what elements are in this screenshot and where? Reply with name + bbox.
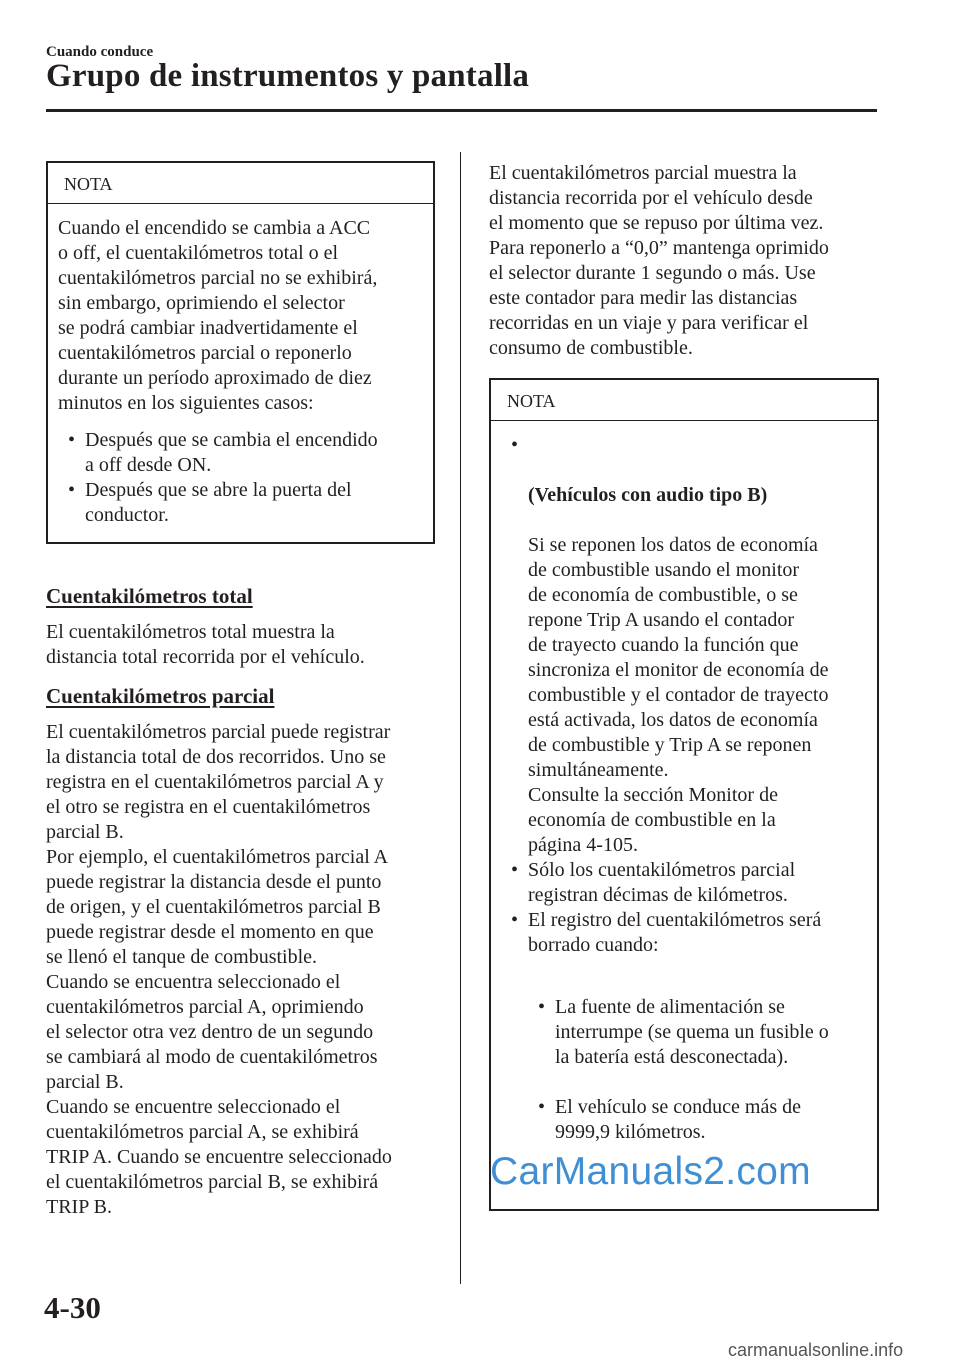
- bullet-icon: •: [68, 429, 76, 451]
- note-bullet-item: • Después que se abre la puerta del conductor.: [68, 479, 352, 526]
- note-item-title: (Vehículos con audio tipo B): [528, 484, 768, 506]
- note-heading: NOTA: [48, 163, 433, 204]
- odometer-text: El cuentakilómetros total muestra la distancia total recorrida por el vehículo.: [46, 621, 365, 668]
- bullet-icon: •: [511, 859, 519, 881]
- bullet-icon: •: [68, 479, 76, 501]
- watermark: CarManuals2.com: [490, 1150, 811, 1193]
- note-body: [491, 421, 877, 1209]
- note-sub-list: [528, 970, 865, 1170]
- bullet-icon: •: [511, 434, 519, 456]
- note-bullet-item: • Sólo los cuentakilómetros parcial registran décimas de kilómetros.: [511, 859, 796, 906]
- odometer-heading: Cuentakilómetros total: [46, 584, 253, 608]
- trip-heading: Cuentakilómetros parcial: [46, 684, 275, 708]
- bullet-icon: •: [538, 1096, 546, 1118]
- footer-site: carmanualsonline.info: [728, 1340, 904, 1360]
- trip-text: El cuentakilómetros parcial puede registrar la distancia total de dos recorridos. Uno se registra en el cuentakilómetros parcial A y el otro se registra en el cuentakilómetros parcial B. Por ejemplo, el cuentakilómetros parcial A puede registrar la distancia desde el punto de origen, y el cuentakilómetros parcial B puede registrar desde el momento en que se llenó el tanque de combustible. Cuando se encuentra seleccionado el cuentakilómetros parcial A, oprimiendo el selector otra vez dentro de un segundo se cambiará al modo de cuentakilómetros parcial B. Cuando se encuentre seleccionado el cuentakilómetros parcial A, se exhibirá TRIP A. Cuando se encuentre seleccionado el cuentakilómetros parcial B, se exhibirá TRIP B.: [46, 721, 392, 1218]
- trip-intro-text: El cuentakilómetros parcial muestra la distancia recorrida por el vehículo desde el momento que se repuso por última vez. Para reponerlo a “0,0” mantenga oprimido el selector durante 1 segundo o más. Use este contador para medir las distancias recorridas en un viaje y para verificar el consumo de combustible.: [489, 162, 829, 359]
- note-box-right: [489, 378, 879, 1211]
- note-intro: Cuando el encendido se cambia a ACC o off, el cuentakilómetros total o el cuentakilómetros parcial no se exhibirá, sin embargo, oprimiendo el selector se podrá cambiar inadvertidamente el cuentakilómetros parcial o reponerlo durante un período aproximado de diez minutos en los siguientes casos:: [58, 217, 378, 414]
- note-bullet-item: • Después que se cambia el encendido a off desde ON.: [68, 429, 378, 476]
- section-label: Cuando conduce: [46, 44, 154, 60]
- note-body: [48, 204, 433, 542]
- note-item-text: Si se reponen los datos de economía de combustible usando el monitor de economía de combustible, o se repone Trip A usando el contador de trayecto cuando la función que sincroniza el monitor de economía de combustible y el contador de trayecto está activada, los datos de economía de combustible y Trip A se reponen simultáneamente. Consulte la sección Monitor de economía de combustible en la página 4-105.: [528, 534, 829, 856]
- note-bullet-list: [501, 433, 865, 1195]
- left-column: [46, 161, 435, 1220]
- title-rule: [46, 109, 877, 112]
- note-subitem: • El vehículo se conduce más de 9999,9 kilómetros.: [538, 1096, 802, 1143]
- note-box-left: [46, 161, 435, 544]
- column-divider: [460, 152, 461, 1284]
- bullet-icon: •: [538, 996, 546, 1018]
- note-bullet-list: [58, 428, 421, 528]
- note-heading: NOTA: [491, 380, 877, 421]
- bullet-icon: •: [511, 909, 519, 931]
- note-bullet-item: • El registro del cuentakilómetros será borrado cuando: • La fuente de alimentación se interrumpe (se quema un fusible o la batería está desconectada). • El vehículo se conduce más de 9999,9 kilómetros.: [501, 908, 865, 1195]
- right-column: [489, 161, 879, 1211]
- page-number: 4-30: [44, 1290, 101, 1325]
- note-subitem: • La fuente de alimentación se interrumpe (se quema un fusible o la batería está desconectada).: [538, 996, 829, 1068]
- note-bullet-item: [501, 433, 865, 858]
- page-title: Grupo de instrumentos y pantalla: [46, 58, 530, 94]
